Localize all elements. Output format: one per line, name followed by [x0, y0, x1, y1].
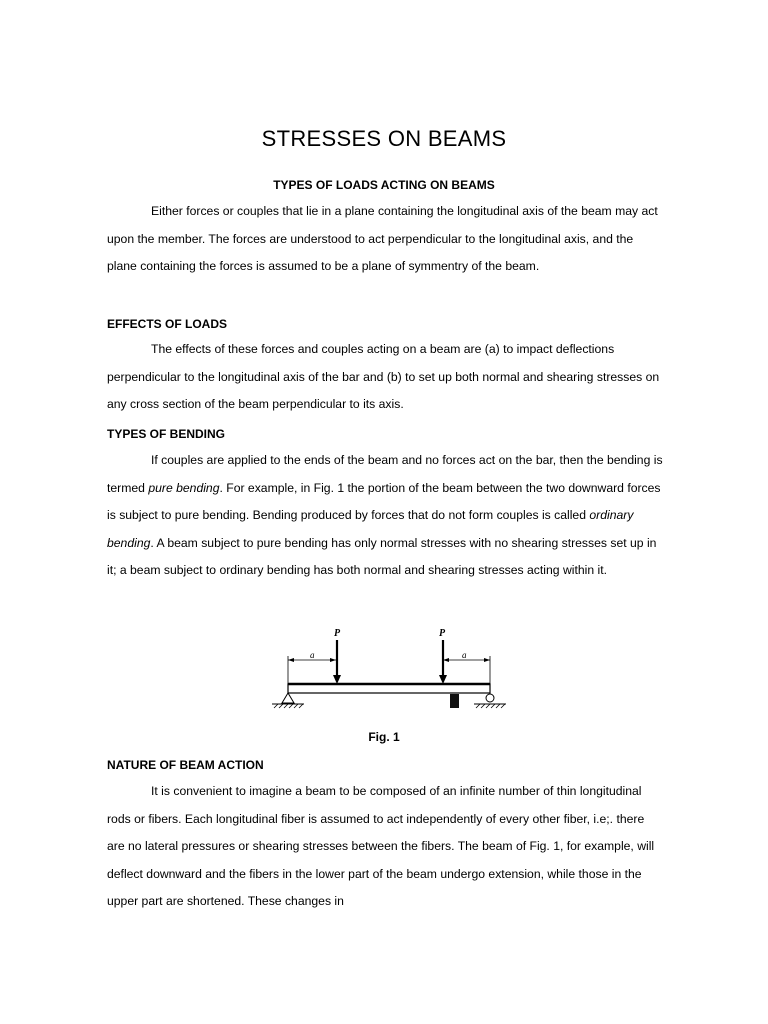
dimension-arrow-icon — [330, 658, 336, 662]
load-label-left: P — [334, 628, 341, 639]
dimension-arrow-icon — [288, 658, 294, 662]
paragraph-types-of-bending — [107, 447, 663, 585]
section-heading-effects-of-loads: EFFECTS OF LOADS — [107, 317, 227, 331]
arrow-down-icon — [439, 675, 447, 684]
section-heading-nature-of-beam-action: NATURE OF BEAM ACTION — [107, 758, 264, 772]
paragraph-nature-of-beam-action: It is convenient to imagine a beam to be composed of an infinite number of thin longitudinal rods or fibers. Each longitudinal fiber is assumed to act independently of every other fiber, i.e;. there are no lateral pressures or shearing stresses between the fibers. The beam of Fig. 1, for example, will deflect downward and the fibers in the lower part of the beam undergo extension, while those in the upper part are shortened. These changes in — [107, 784, 655, 908]
ground-hatch-icon — [274, 704, 303, 708]
text-run: If couples are applied to the ends of the beam and no forces act on the bar, then the bending is termed — [107, 453, 663, 495]
paragraph-effects-of-loads: The effects of these forces and couples acting on a beam are (a) to impact deflections perpendicular to the longitudinal axis of the bar and (b) to set up both normal and shearing stresses on any cross section of the beam perpendicular to its axis. — [107, 342, 660, 411]
text-run: . For example, in Fig. 1 the portion of the beam between the two downward forces is subject to pure bending. Bending produced by forces that do not form couples is called — [107, 480, 661, 522]
figure-caption: Fig. 1 — [368, 730, 400, 744]
dimension-arrow-icon — [484, 658, 490, 662]
support-block — [450, 694, 459, 708]
dim-label-right: a — [462, 650, 467, 660]
pin-support-icon — [282, 693, 294, 703]
load-label-right: P — [439, 628, 446, 639]
paragraph-types-of-loads: Either forces or couples that lie in a plane containing the longitudinal axis of the beam may act upon the member. The forces are understood to act perpendicular to the longitudinal axis, and the plane containing the forces is assumed to be a plane of symmentry of the beam. — [107, 204, 658, 273]
term-ordinary-bending: ordinary bending — [107, 508, 634, 550]
term-pure-bending: pure bending — [148, 480, 220, 495]
page-title: STRESSES ON BEAMS — [261, 126, 507, 151]
beam-figure — [264, 622, 510, 718]
section-heading-types-of-loads: TYPES OF LOADS ACTING ON BEAMS — [273, 178, 495, 192]
roller-support-icon — [486, 694, 494, 702]
dim-label-left: a — [310, 650, 315, 660]
arrow-down-icon — [333, 675, 341, 684]
ground-hatch-icon — [476, 704, 505, 708]
beam — [288, 684, 490, 693]
section-heading-types-of-bending: TYPES OF BENDING — [107, 427, 226, 441]
text-run: . A beam subject to pure bending has only normal stresses with no shearing stresses set up in it; a beam subject to ordinary bending has both normal and shearing stresses acting within it. — [107, 535, 657, 577]
